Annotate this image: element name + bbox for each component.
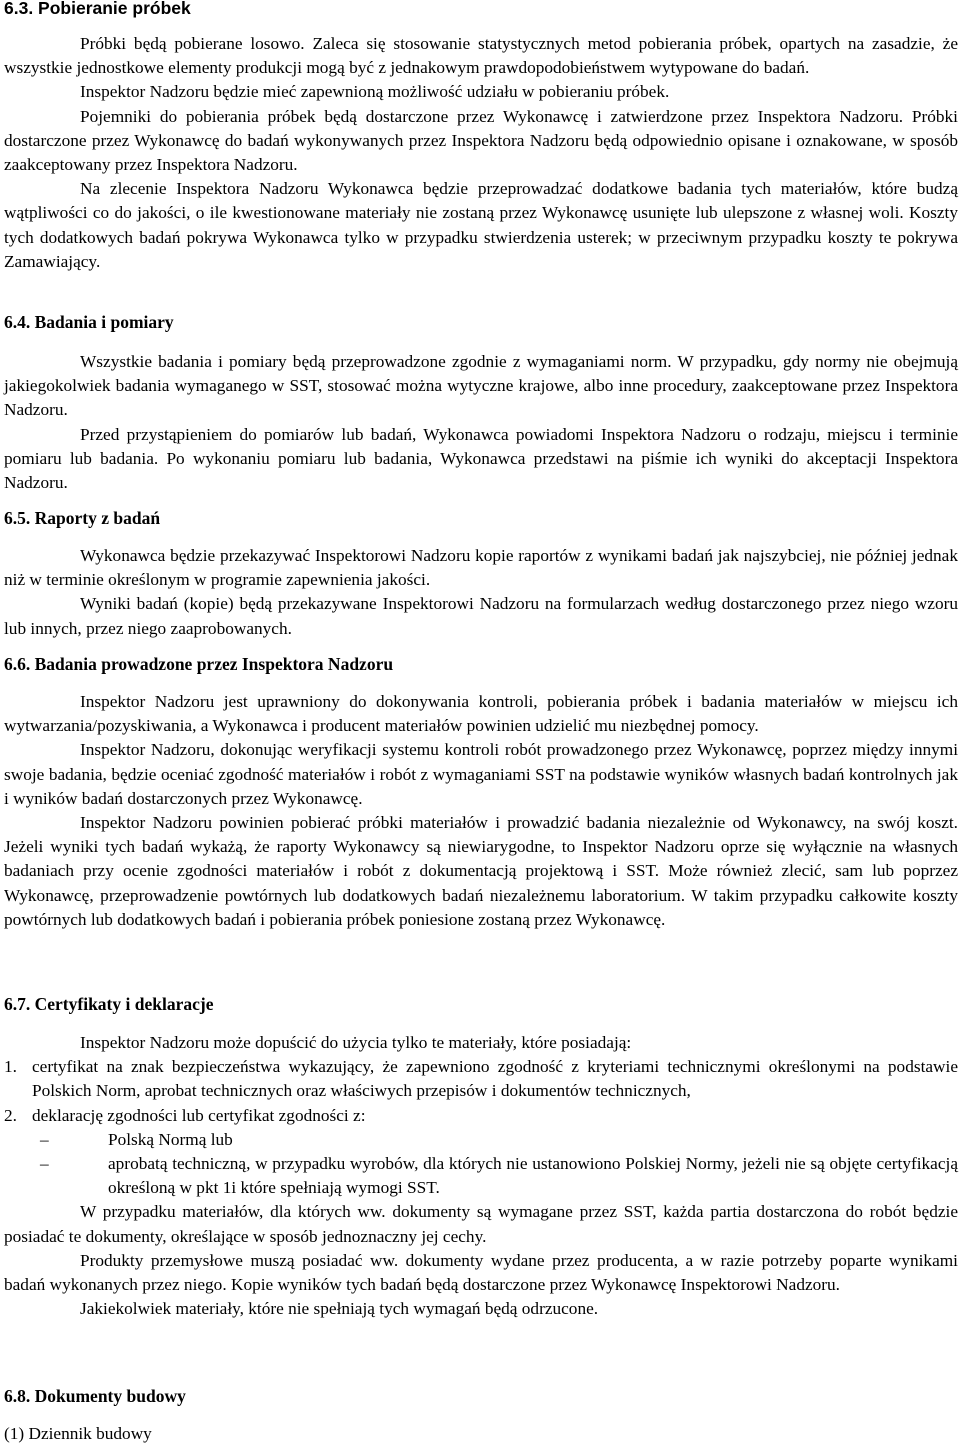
list-item [4, 1104, 958, 1128]
list-number: 2. [4, 1105, 17, 1125]
dash-list-item [4, 1152, 958, 1200]
paragraph: Przed przystąpieniem do pomiarów lub badań, Wykonawca powiadomi Inspektora Nadzoru o rodzaju, miejscu i terminie pomiaru lub badania. Po wykonaniu pomiaru lub badania, Wykonawca przedstawi na piśmie ich wyniki do akceptacji Inspektora Nadzoru. [4, 424, 958, 493]
list-item-text: certyfikat na znak bezpieczeństwa wykazujący, że zapewniono zgodność z kryteriami technicznymi określonymi na podstawie Polskich Norm, aprobat technicznych oraz właściwych przepisów i dokumentów technicznych, [32, 1057, 958, 1101]
paragraph: Wszystkie badania i pomiary będą przeprowadzone zgodnie z wymaganiami norm. W przypadku, gdy normy nie obejmują jakiegokolwiek badania wymaganego w SST, stosować można wytyczne krajowe, albo inne procedury, zaakceptowane przez Inspektora Nadzoru. [4, 352, 958, 420]
dash-item-text: aprobatą techniczną, w przypadku wyrobów, dla których nie ustanowiono Polskiej Normy, jeżeli nie są objęte certyfikacją określoną w pkt 1i które spełniają wymogi SST. [108, 1154, 958, 1198]
section-number: 6.8. [4, 1386, 31, 1406]
paragraph: Inspektor Nadzoru jest uprawniony do dokonywania kontroli, pobierania próbek i badania materiałów w miejscu ich wytwarzania/pozyskiwania, a Wykonawca i producent materiałów powinien udzielić mu niezbędnej pomocy. [4, 692, 958, 736]
section-6-7-body [4, 1031, 958, 1321]
dash-bullet: – [40, 1154, 49, 1174]
section-6-8-body [4, 1422, 958, 1446]
section-6-4-heading [4, 312, 174, 333]
dash-list-item [4, 1128, 958, 1152]
section-6-8-heading [4, 1386, 186, 1407]
section-title: Badania prowadzone przez Inspektora Nadzoru [34, 654, 394, 674]
list-item-text: deklarację zgodności lub certyfikat zgodności z: [32, 1105, 366, 1125]
section-number: 6.4. [4, 312, 31, 332]
section-title: Raporty z badań [34, 508, 161, 528]
paragraph: Wyniki badań (kopie) będą przekazywane Inspektorowi Nadzoru na formularzach według dostarczonego przez niego wzoru lub innych, przez niego zaaprobowanych. [4, 594, 958, 638]
paragraph: W przypadku materiałów, dla których ww. dokumenty są wymagane przez SST, każda partia dostarczona do robót będzie posiadać te dokumenty, określające w sposób jednoznaczny jej cechy. [4, 1202, 958, 1246]
section-6-6-body [4, 690, 958, 932]
section-number: 6.7. [4, 994, 31, 1014]
subsection-label: (1) Dziennik budowy [4, 1424, 152, 1443]
paragraph: Inspektor Nadzoru będzie mieć zapewnioną możliwość udziału w pobieraniu próbek. [80, 82, 670, 102]
paragraph: Inspektor Nadzoru, dokonując weryfikacji systemu kontroli robót prowadzonego przez Wykonawcę, poprzez między innymi swoje badania, będzie oceniać zgodność materiałów i robót z wymaganiami SST na podstawie wyników własnych badań kontrolnych jak i wyników badań dostarczonych przez Wykonawcę. [4, 740, 958, 808]
paragraph: Próbki będą pobierane losowo. Zaleca się stosowanie statystycznych metod pobierania próbek, opartych na zasadzie, że wszystkie jednostkowe elementy produkcji mogą być z jednakowym prawdopodobieństwem wytypowane do badań. [4, 34, 958, 78]
section-number: 6.5. [4, 508, 31, 528]
paragraph: Jakiekolwiek materiały, które nie spełniają tych wymagań będą odrzucone. [80, 1299, 599, 1319]
paragraph: Inspektor Nadzoru powinien pobierać próbki materiałów i prowadzić badania niezależnie od Wykonawcy, na swój koszt. Jeżeli wyniki tych badań wykażą, że raporty Wykonawcy są niewiarygodne, to Inspektor Nadzoru oprze się wyłącznie na własnych badaniach przy ocenie zgodności materiałów i robót z dokumentacją projektową i SST. Może również zlecić, sam lub poprzez Wykonawcę, przeprowadzenie powtórnych lub dodatkowych badań niezależnemu laboratorium. W takim przypadku całkowite koszty powtórnych lub dodatkowych badań i pobierania próbek poniesione zostaną przez Wykonawcę. [4, 813, 958, 929]
paragraph: Wykonawca będzie przekazywać Inspektorowi Nadzoru kopie raportów z wynikami badań jak najszybciej, nie później jednak niż w terminie określonym w programie zapewnienia jakości. [4, 546, 958, 590]
section-title: Certyfikaty i deklaracje [34, 994, 214, 1014]
paragraph: Pojemniki do pobierania próbek będą dostarczone przez Wykonawcę i zatwierdzone przez Inspektora Nadzoru. Próbki dostarczone przez Wykonawcę do badań wykonywanych przez Inspektora Nadzoru będą odpowiednio opisane i oznakowane, w sposób zaakceptowany przez Inspektora Nadzoru. [4, 106, 958, 175]
section-6-4-body [4, 350, 958, 495]
section-6-5-heading [4, 508, 160, 529]
section-title: Badania i pomiary [34, 312, 174, 332]
dash-item-text: Polską Normą lub [108, 1129, 233, 1149]
section-number: 6.6. [4, 654, 31, 674]
section-6-6-heading [4, 654, 393, 675]
section-6-5-body [4, 544, 958, 641]
paragraph: Inspektor Nadzoru może dopuścić do użycia tylko te materiały, które posiadają: [80, 1033, 632, 1052]
section-6-7-heading [4, 994, 213, 1015]
section-title: Dokumenty budowy [34, 1386, 186, 1406]
list-item [4, 1055, 958, 1103]
paragraph: Na zlecenie Inspektora Nadzoru Wykonawca będzie przeprowadzać dodatkowe badania tych materiałów, które budzą wątpliwości co do jakości, o ile kwestionowane materiały nie zostaną przez Wykonawcę usunięte lub ulepszone z własnej woli. Koszty tych dodatkowych badań pokrywa Wykonawca tylko w przypadku stwierdzenia usterek; w przeciwnym przypadku koszty te pokrywa Zamawiający. [4, 179, 958, 271]
list-number: 1. [4, 1057, 17, 1077]
dash-bullet: – [40, 1129, 49, 1149]
paragraph: Produkty przemysłowe muszą posiadać ww. dokumenty wydane przez producenta, a w razie potrzeby poparte wynikami badań wykonanych przez niego. Kopie wyników tych badań będą dostarczone przez Wykonawcę Inspektorowi Nadzoru. [4, 1250, 958, 1295]
section-6-3-heading: 6.3. Pobieranie próbek [4, 0, 191, 18]
section-6-3-body [4, 32, 958, 274]
